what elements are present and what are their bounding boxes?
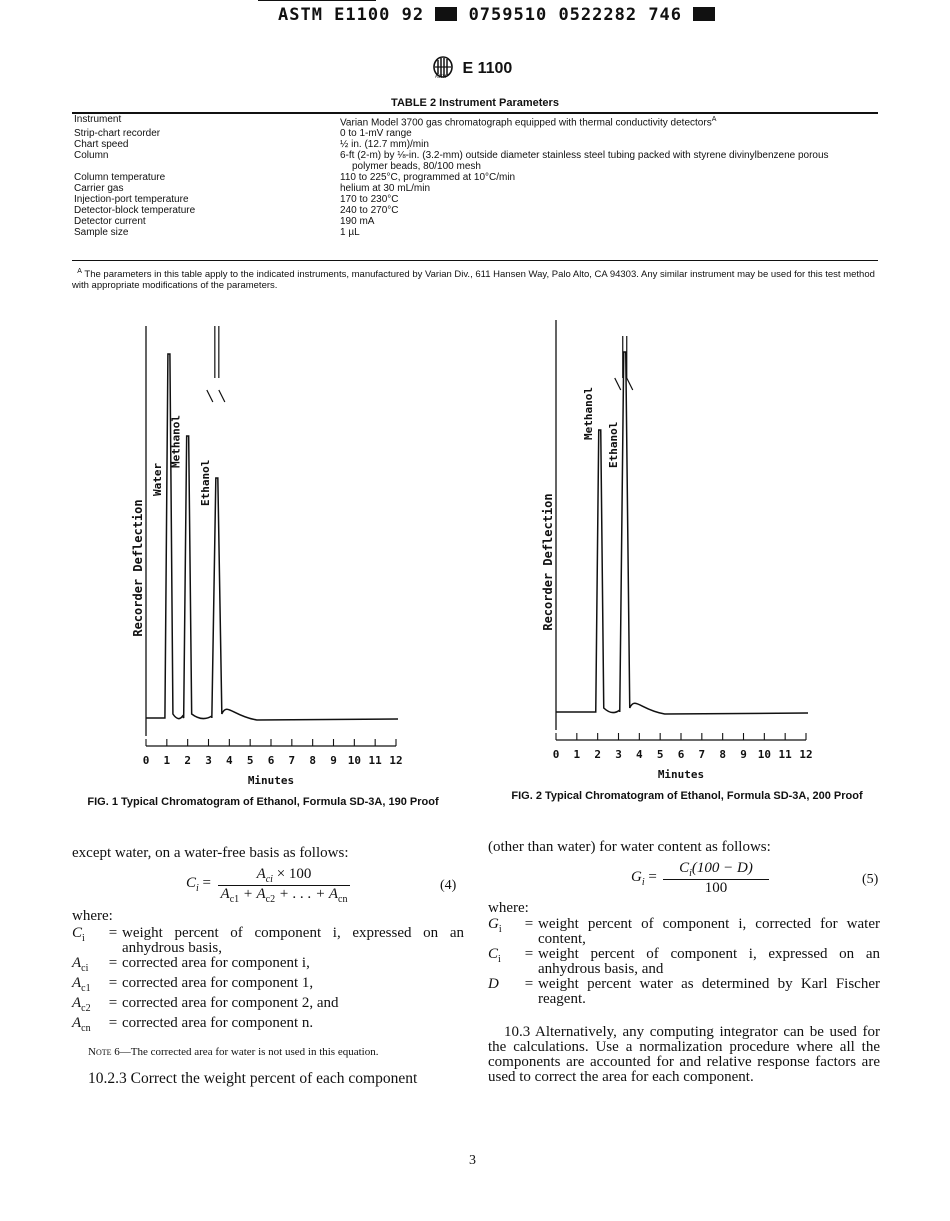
redaction-block	[693, 7, 715, 21]
header-rule	[258, 0, 376, 1]
param-value: 240 to 270°C	[340, 205, 399, 217]
x-tick-label: 12	[389, 754, 403, 767]
param-value: 1 µL	[340, 227, 360, 239]
table-row	[72, 227, 878, 238]
param-value: Varian Model 3700 gas chromatograph equipped with thermal conductivity detectors$^A$	[340, 116, 717, 129]
param-value: ½ in. (12.7 mm)/min	[340, 139, 429, 151]
y-axis-label: Recorder Deflection	[131, 499, 145, 637]
peak-label: Ethanol	[606, 421, 620, 468]
x-tick-label: 0	[552, 748, 560, 761]
x-tick-label: 6	[267, 754, 275, 767]
page-number: 3	[469, 1153, 476, 1168]
figure-2-chromatogram	[530, 312, 830, 782]
table-row	[72, 172, 878, 183]
table-row	[72, 205, 878, 216]
x-axis-label: Minutes	[247, 774, 295, 787]
table-row	[72, 194, 878, 205]
x-tick-label: 1	[573, 748, 581, 761]
table-footnote: $^A$ The parameters in this table apply to the indicated instruments, manufactured by Varian Div., 611 Hansen Way, Palo Alto, CA 94303. Any similar instrument may be used for this test method with appropriate modifications of the parameters.	[72, 268, 875, 292]
redaction-block	[435, 7, 457, 21]
right-paragraph: 10.3 Alternatively, any computing integrator can be used for the calculations. Use a normalization procedure where all the components are accounted for and relative response factors are used to correct the area for each component.	[488, 1024, 880, 1085]
x-tick-label: 7	[698, 748, 706, 761]
table-row	[72, 128, 878, 139]
x-axis-label: Minutes	[657, 768, 705, 781]
x-tick-label: 11	[368, 754, 382, 767]
x-tick-label: 10	[347, 754, 361, 767]
peak-label: Methanol	[169, 415, 183, 468]
x-tick-label: 5	[246, 754, 254, 767]
x-tick-label: 10	[757, 748, 771, 761]
definition-item: $G_i$ = weight percent of component i, corrected for water content,	[488, 916, 880, 947]
right-where: where:	[488, 900, 529, 916]
param-label: Sample size	[74, 227, 129, 239]
definition-item: $A_{c2}$ = corrected area for component 2, and	[72, 995, 339, 1014]
param-value: helium at 30 mL/min	[340, 183, 431, 195]
figure-1-caption: FIG. 1 Typical Chromatogram of Ethanol, Formula SD-3A, 190 Proof	[87, 796, 439, 808]
x-tick-label: 4	[226, 754, 233, 767]
x-tick-label: 12	[799, 748, 813, 761]
x-tick-label: 8	[719, 748, 726, 761]
x-tick-label: 9	[330, 754, 337, 767]
table-row	[72, 216, 878, 227]
left-where: where:	[72, 908, 113, 924]
peak-label: Water	[150, 462, 164, 496]
instrument-parameters-table	[72, 114, 878, 238]
x-tick-label: 0	[142, 754, 150, 767]
header-code: ASTM E1100 92 0759510 0522282 746	[278, 5, 715, 25]
standard-designation: ASTM E 1100	[432, 55, 512, 79]
x-tick-label: 3	[205, 754, 212, 767]
param-value: 170 to 230°C	[340, 194, 399, 206]
x-tick-label: 7	[288, 754, 296, 767]
figure-1-chromatogram	[120, 318, 420, 788]
note-6: Note 6—The corrected area for water is not used in this equation.	[88, 1046, 379, 1058]
definition-item: $A_{cn}$ = corrected area for component n.	[72, 1015, 314, 1034]
right-definitions	[488, 917, 880, 1007]
left-definitions	[72, 926, 464, 1036]
x-tick-label: 2	[594, 748, 601, 761]
param-label: Carrier gas	[74, 183, 124, 195]
equation-5-number: (5)	[862, 872, 879, 887]
definition-item: $C_i$ = weight percent of component i, expressed on an anhydrous basis, and	[488, 946, 880, 977]
equation-4-number: (4)	[440, 878, 457, 893]
definition-item: $C_i$ = weight percent of component i, expressed on an anhydrous basis,	[72, 925, 464, 956]
table-row	[72, 183, 878, 194]
x-tick-label: 6	[677, 748, 685, 761]
definition-item: $A_{ci}$ = corrected area for component i,	[72, 955, 310, 974]
astm-logo-icon	[432, 55, 454, 79]
param-label: Detector current	[74, 216, 146, 228]
param-label: Strip-chart recorder	[74, 128, 161, 140]
table-row	[72, 139, 878, 150]
param-value: 0 to 1-mV range	[340, 128, 412, 140]
offscale-peak	[215, 326, 219, 378]
x-tick-label: 5	[656, 748, 664, 761]
param-value: 110 to 225°C, programmed at 10°C/min	[340, 172, 516, 184]
definition-item: D = weight percent water as determined by Karl Fischer reagent.	[488, 976, 880, 1007]
param-label: Detector-block temperature	[74, 205, 196, 217]
x-tick-label: 2	[184, 754, 191, 767]
param-label: Instrument	[74, 114, 122, 125]
table-title: TABLE 2 Instrument Parameters	[391, 97, 559, 109]
figure-2-caption: FIG. 2 Typical Chromatogram of Ethanol, Formula SD-3A, 200 Proof	[511, 790, 863, 802]
param-label: Chart speed	[74, 139, 129, 151]
x-tick-label: 9	[740, 748, 747, 761]
peak-label: Ethanol	[198, 459, 212, 506]
offscale-peak	[623, 336, 627, 378]
svg-text:ASTM: ASTM	[435, 74, 447, 79]
x-tick-label: 1	[163, 754, 171, 767]
table-row	[72, 150, 878, 172]
param-value: 190 mA	[340, 216, 375, 228]
x-tick-label: 3	[615, 748, 622, 761]
peak-break-mark	[207, 390, 225, 402]
y-axis-label: Recorder Deflection	[541, 493, 555, 631]
chromatogram-trace	[146, 354, 398, 720]
peak-label: Methanol	[581, 387, 595, 440]
left-paragraph: 10.2.3 Correct the weight percent of each component	[88, 1070, 418, 1087]
param-label: Injection-port temperature	[74, 194, 189, 206]
table-row	[72, 114, 878, 128]
x-tick-label: 4	[636, 748, 643, 761]
definition-item: $A_{c1}$ = corrected area for component 1,	[72, 975, 314, 994]
left-intro: except water, on a water-free basis as follows:	[72, 845, 349, 861]
right-intro: (other than water) for water content as follows:	[488, 839, 771, 855]
param-value: 6-ft (2-m) by ⅛-in. (3.2-mm) outside diameter stainless steel tubing packed with styrene divinylbenzene porous polymer beads, 80/100 mesh	[340, 150, 829, 173]
param-label: Column	[74, 150, 109, 162]
x-tick-label: 8	[309, 754, 316, 767]
param-label: Column temperature	[74, 172, 166, 184]
x-tick-label: 11	[778, 748, 792, 761]
table-bottom-rule	[72, 260, 878, 261]
